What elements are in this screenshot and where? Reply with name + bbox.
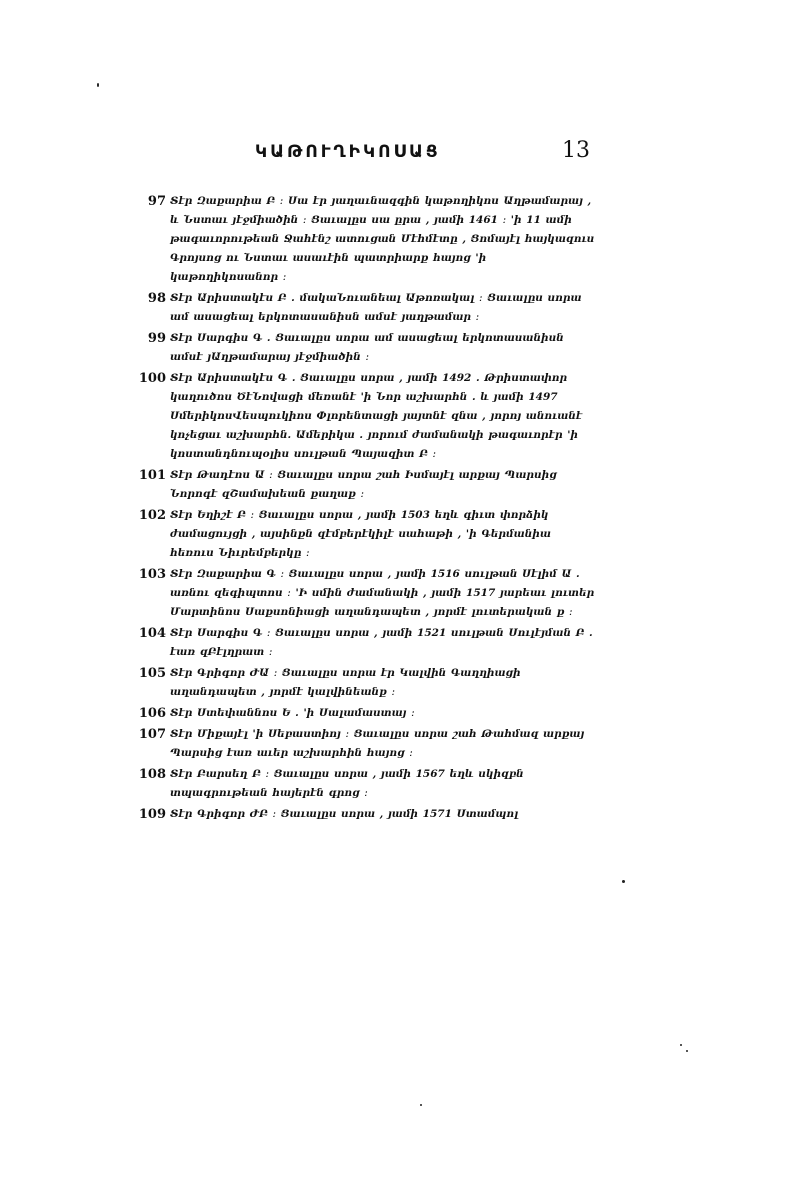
entry-number: 104 <box>138 626 166 641</box>
entry-text: Տէր Բարսեղ Բ ։ Ցաւալըս սորա , յամի 1567 եղև սկիզբն տպագրութեան հայերէն գրոց ։ <box>170 768 524 799</box>
scan-speck <box>680 1044 682 1046</box>
entry-text: Տէր Ստեփաննոս Ե ․ 'ի Սալամաստայ ։ <box>170 707 415 719</box>
entry-number: 99 <box>147 331 166 346</box>
entry-text: Տէր Արիստակէս Գ ․ Ցաւալըս սորա , յամի 1492 ․ Թրիստափոր կաղուծոս ԾէՆովացի մեռանէ 'ի Նոր աշխարհն ․ և յամի 1497 ՍմերիկոսՎեսպուկիոս Փլորենտացի յայտնէ զնա , յորոյ անուանէ կոչեցաւ աշխարհն․ Ամերիկա ․ յորում ժամանակի թագաւորէր 'ի կոստանդնուպօլիս սուլթան Պայազիտ Բ ։ <box>170 372 583 460</box>
entry-text: Տէր Եղիշէ Բ ։ Ցաւալըս սորա , յամի 1503 եղև գիւտ փորձիկ ժամացույցի , այսինքն զէմբերէկիլէ սահաթի , 'ի Գերմանիա հեռուս Նիւրեմբերկը ։ <box>170 509 551 559</box>
entry-text: Տէր Զաքարիա Բ ։ Սա էր յաղաւնազգին կաթողիկոս Աղթամարայ , և Նստաւ յէջմիածին ։ Ցաւալըս սա ըրա , յամի 1461 ։ 'ի 11 ամի թագաւորութեան Ջահէնշ ատուցան Մէհմէտը , Ցոմայէլ հայկազուս Գրոյսոց ու Նստաւ ասաւէին պատրիարք հայոց 'ի կաթողիկոսանոր ։ <box>170 195 595 283</box>
entry-number: 107 <box>138 727 166 742</box>
entry-text: Տէր Միքայէլ 'ի Սեբաստիոյ ։ Ցաւալըս սորա շահ Թահմազ արքայ Պարսից էառ աւեր աշխարհին հայոց ։ <box>170 728 585 759</box>
entry-98 <box>134 289 598 327</box>
entry-text: Տէր Գրիգոր ԺԱ ։ Ցաւալըս սորա էր Կալվին Գաղղիացի աղանդապետ , յորմէ կալվինեանք ։ <box>170 667 521 698</box>
entry-number: 100 <box>138 371 166 386</box>
scan-speck <box>420 1104 422 1106</box>
entry-text: Տէր Զաքարիա Գ ։ Ցաւալըս սորա , յամի 1516 սուլթան Սէլիմ Ա ․ առնու զեգիպտոս ։ 'Ի սմին ժամանակի , յամի 1517 յարեաւ լուտեր Մարտինոս Սաքսոնիացի աղանդապետ , յորմէ լուտերական ք ։ <box>170 568 595 618</box>
entry-number: 97 <box>147 194 166 209</box>
entry-101 <box>134 466 598 504</box>
entry-107 <box>134 725 598 763</box>
running-head: ԿԱԹՈՒՂԻԿՈՍԱՑ <box>255 142 441 162</box>
page-number: 13 <box>562 138 590 163</box>
entry-104 <box>134 624 598 662</box>
entry-106 <box>134 704 598 723</box>
entry-102 <box>134 506 598 563</box>
entry-108 <box>134 765 598 803</box>
entry-97 <box>134 192 598 287</box>
entry-99 <box>134 329 598 367</box>
entry-number: 108 <box>138 767 166 782</box>
entry-105 <box>134 664 598 702</box>
entry-number: 106 <box>138 706 166 721</box>
entry-text: Տէր Սարգիս Գ ․ Ցաւալըս սորա ամ ասացեալ երկոտասանիսն ամսէ յԱղթամարայ յէջմիածին ։ <box>170 332 564 363</box>
entry-109 <box>134 805 598 824</box>
scan-speck <box>686 1050 688 1052</box>
scan-speck <box>622 880 625 883</box>
entry-103 <box>134 565 598 622</box>
entry-100 <box>134 369 598 464</box>
entry-number: 109 <box>138 807 166 822</box>
entry-number: 102 <box>138 508 166 523</box>
entry-number: 101 <box>138 468 166 483</box>
entry-list <box>134 192 598 826</box>
entry-number: 98 <box>147 291 166 306</box>
entry-text: Տէր Արիստակէս Բ ․ մակաՆուանեալ Աթոռակալ ։ Ցաւալըս սորա ամ ասացեալ երկոտասանիսն ամսէ յաղթամար ։ <box>170 292 582 323</box>
entry-text: Տէր Թադէոս Ա ։ Ցաւալըս սորա շահ Իսմայէլ արքայ Պարսից Նորոգէ զՇամախեան քաղաք ։ <box>170 469 557 500</box>
entry-text: Տէր Գրիգոր ԺԲ ։ Ցաւալըս սորա , յամի 1571 Ստամպոլ <box>170 808 519 820</box>
entry-number: 103 <box>138 567 166 582</box>
scan-speck <box>97 83 99 87</box>
entry-number: 105 <box>138 666 166 681</box>
entry-text: Տէր Սարգիս Գ ։ Ցաւալըս սորա , յամի 1521 սուլթան Սուլէյման Բ ․ էառ զԲէլղրատ ։ <box>170 627 593 658</box>
page-header <box>140 138 590 168</box>
